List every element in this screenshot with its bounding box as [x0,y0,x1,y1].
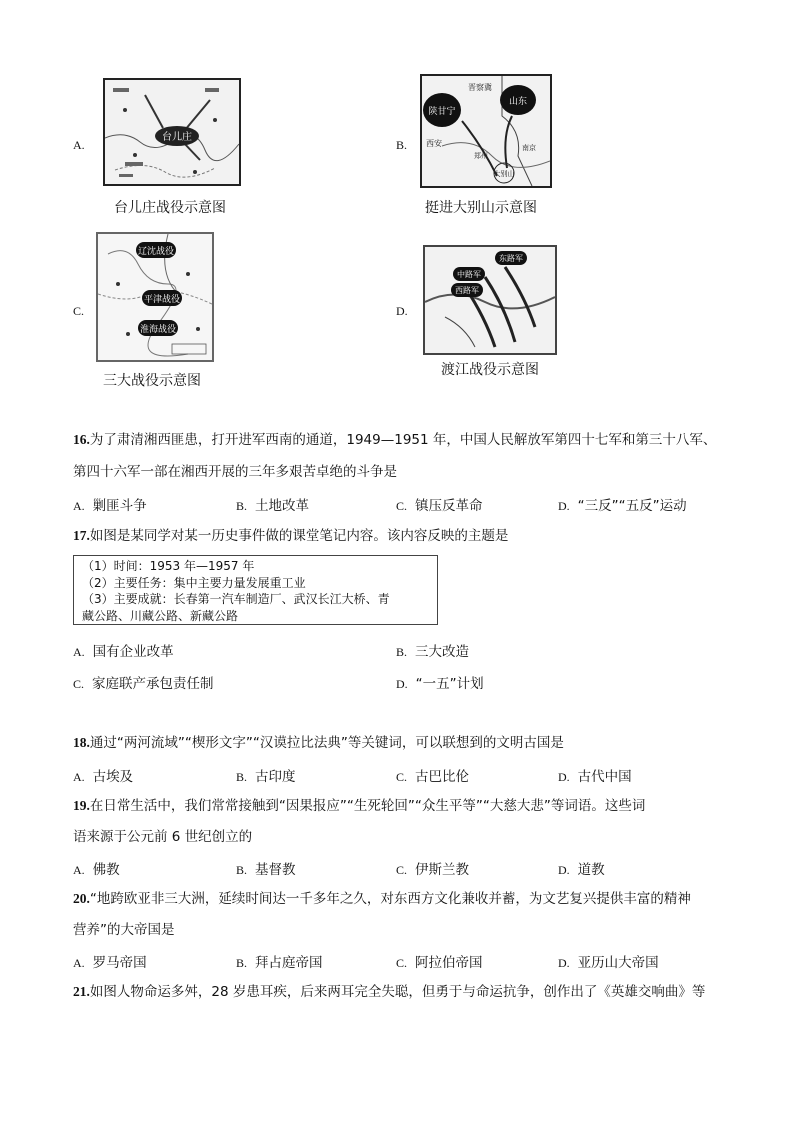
q20-number: 20. [73,891,90,906]
q16-option-b[interactable]: B. 土地改革 [236,498,310,514]
map-a-caption: 台儿庄战役示意图 [114,200,226,216]
q19-option-a[interactable]: A. 佛教 [73,862,120,878]
q20-option-c[interactable]: C. 阿拉伯帝国 [396,955,483,971]
q19-option-d[interactable]: D. 道教 [558,862,605,878]
q19-option-c[interactable]: C. 伊斯兰教 [396,862,470,878]
q17-note-line: 藏公路、川藏公路、新藏公路 [82,608,239,623]
q17-option-d[interactable]: D. “一五”计划 [396,676,484,692]
q17-option-c[interactable]: C. 家庭联产承包责任制 [73,676,214,692]
map-yangtze-crossing [423,245,557,355]
q18-option-a[interactable]: A. 古埃及 [73,769,134,785]
q19-line2: 语来源于公元前 6 世纪创立的 [73,829,253,845]
map-d-label-2: 西路军 [455,286,479,295]
q19-number: 19. [73,798,90,813]
q18-option-b[interactable]: B. 古印度 [236,769,296,785]
q18-line1: 18.通过“两河流域”“楔形文字”“汉谟拉比法典”等关键词，可以联想到的文明古国是 [73,735,564,751]
map-d-caption: 渡江战役示意图 [441,362,539,378]
map-b-label-0: 陕甘宁 [428,107,456,117]
q16-option-d[interactable]: D. “三反”“五反”运动 [558,498,687,514]
map-b-letter: B. [396,138,408,152]
q18-option-d[interactable]: D. 古代中国 [558,769,632,785]
map-c-label-0: 辽沈战役 [137,247,175,257]
q19-option-b[interactable]: B. 基督教 [236,862,296,878]
map-b-label-3: 西安 [426,139,442,148]
map-b-caption: 挺进大别山示意图 [425,200,537,216]
q16-option-a[interactable]: A. 剿匪斗争 [73,498,147,514]
map-c-caption: 三大战役示意图 [103,373,201,389]
q17-note-line: （3）主要成就：长春第一汽车制造厂、武汉长江大桥、青 [82,592,390,606]
map-dabieshan [420,74,552,188]
q16-number: 16. [73,432,90,447]
map-d-label-0: 东路军 [499,254,523,263]
q21-number: 21. [73,984,90,999]
map-taierzhuang [103,78,241,186]
map-c-label-2: 淮海战役 [139,325,177,335]
map-b-label-2: 晋察冀 [468,83,492,92]
q17-option-a[interactable]: A. 国有企业改革 [73,644,174,660]
map-b-label-1: 山东 [508,97,528,107]
q18-option-c[interactable]: C. 古巴比伦 [396,769,470,785]
q16-line1: 16.为了肃清湘西匪患，打开进军西南的通道，1949—1951 年，中国人民解放军第四十七军和第三十八军、 [73,432,717,448]
map-three-campaigns [96,232,214,362]
q20-option-b[interactable]: B. 拜占庭帝国 [236,955,323,971]
map-b-label-4: 大别山 [493,170,515,178]
q19-line1: 19.在日常生活中，我们常常接触到“因果报应”“生死轮回”“众生平等”“大慈大悲”等词语。这些词 [73,798,646,814]
q17-line1: 17.如图是某同学对某一历史事件做的课堂笔记内容。该内容反映的主题是 [73,528,509,544]
q16-line2: 第四十六军一部在湘西开展的三年多艰苦卓绝的斗争是 [73,464,397,480]
q21-line1: 21.如图人物命运多舛，28 岁患耳疾，后来两耳完全失聪，但勇于与命运抗争，创作出了《英雄交响曲》等 [73,984,706,1000]
q20-option-d[interactable]: D. 亚历山大帝国 [558,955,659,971]
q17-note-line: （2）主要任务：集中主要力量发展重工业 [82,575,306,590]
map-b-label-5: 郑州 [474,152,488,160]
map-a-label: 台儿庄 [162,132,192,143]
q20-option-a[interactable]: A. 罗马帝国 [73,955,147,971]
map-d-letter: D. [396,304,408,318]
q17-option-b[interactable]: B. 三大改造 [396,644,470,660]
map-c-label-1: 平津战役 [143,295,181,305]
map-a-letter: A. [73,138,85,152]
q17-note-box [73,555,438,625]
q20-line2: 营养”的大帝国是 [73,922,175,938]
q17-note-line: （1）时间：1953 年—1957 年 [82,559,255,573]
map-c-letter: C. [73,304,85,318]
q17-number: 17. [73,528,90,543]
map-b-label-6: 南京 [522,144,536,152]
q18-number: 18. [73,735,90,750]
map-d-label-1: 中路军 [457,270,481,279]
q20-line1: 20.“地跨欧亚非三大洲，延续时间达一千多年之久，对东西方文化兼收并蓄，为文艺复兴提供丰富的精神 [73,891,691,907]
q16-option-c[interactable]: C. 镇压反革命 [396,498,483,514]
